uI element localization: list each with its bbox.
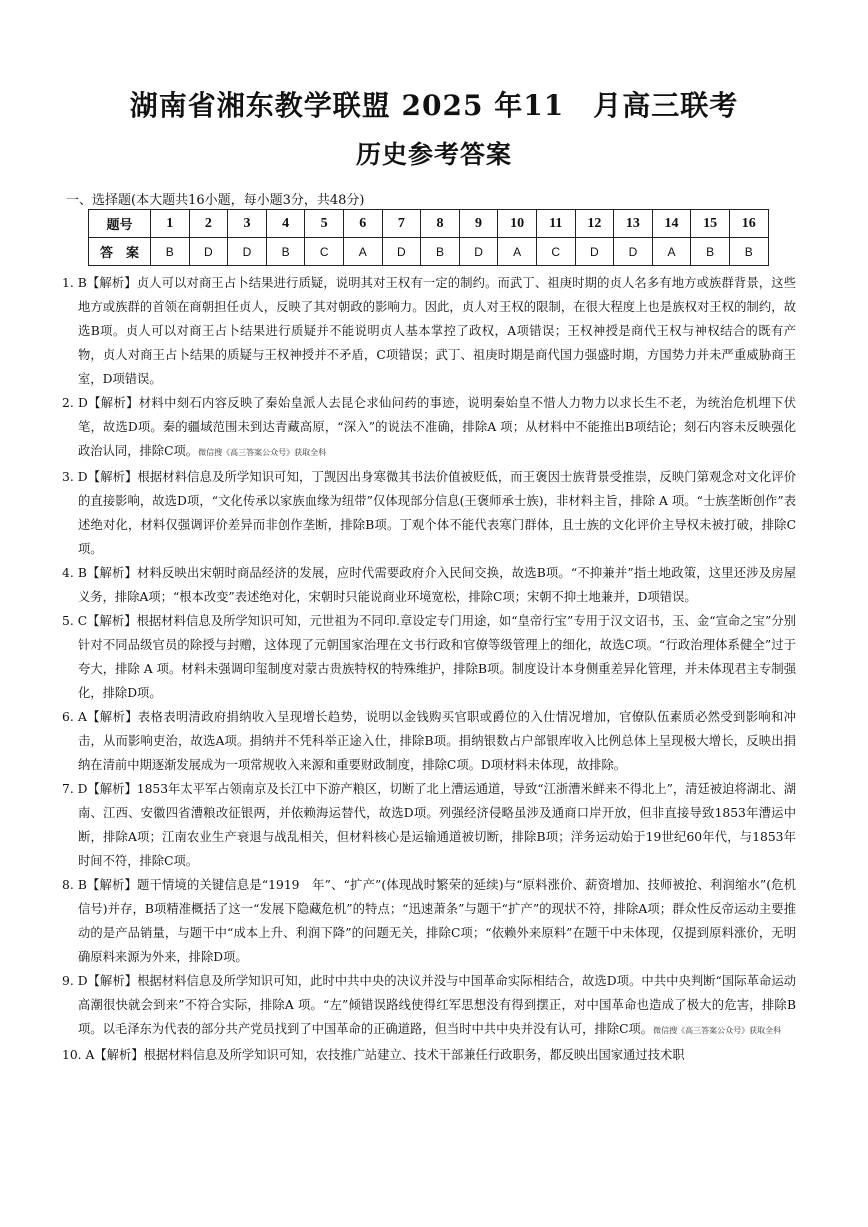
number-row-header: 题号 bbox=[89, 210, 151, 238]
explanation-text: 7. D【解析】1853年太平军占领南京及长江中下游产粮区，切断了北上漕运通道，导致“江浙漕米鲜来不得北上”，清廷被迫将湖北、湖南、江西、安徽四省漕粮改征银两，并依赖海运替代，故选D项。列强经济侵略虽涉及通商口岸开放，但非直接导致1853年漕运中断，排除A项；江南农业生产衰退与战乱相关，但材料核心是运输通道被切断，排除B项；洋务运动始于19世纪60年代，与1853年时间不符，排除C项。 bbox=[62, 782, 796, 868]
explanation-text: 3. D【解析】根据材料信息及所学知识可知，丁觊因出身寒微其书法价值被贬低，而王褒因士族背景受推崇，反映门第观念对文化评价的直接影响，故选D项，“文化传承以家族血缘为纽带”仅体现部分信息(王褒师承士族)，非材料主旨，排除 A 项。“士族垄断创作”表述绝对化，材料仅强调评价差异而非创作垄断，排除B项。丁观个体不能代表寒门群体，且士族的文化评价主导权未被打破，排除C项。 bbox=[62, 470, 796, 556]
explanation-item bbox=[62, 609, 796, 705]
explanation-text: 9. D【解析】根据材料信息及所学知识可知，此时中共中央的决议并没与中国革命实际相结合，故选D项。中共中央判断“国际革命运动高潮很快就会到来”不符合实际，排除A 项。“左”倾错误路线使得红军思想没有得到摆正，对中国革命也造成了极大的危害，排除B项。以毛泽东为代表的部分共产党员找到了中国革命的正确道路，但当时中共中央并没有认可，排除C项。 bbox=[62, 974, 796, 1036]
page-subtitle: 历史参考答案 bbox=[355, 140, 512, 169]
page-title: 湖南省湘东教学联盟 2025 年11 月高三联考 bbox=[129, 89, 739, 122]
explanation-text: 2. D【解析】材料中刻石内容反映了秦始皇派人去昆仑求仙问药的事迹，说明秦始皇不惜人力物力以求长生不老，为统治危机埋下伏笔，故选D项。秦的疆域范围未到达青藏高原，“深入”的说法不准确，排除A 项；从材料中不能推出B项结论；刻石内容未反映强化政治认同，排除C项。 bbox=[62, 396, 796, 458]
question-number-cell: 3 bbox=[228, 210, 267, 238]
answer-cell: D bbox=[614, 238, 653, 266]
explanation-text: 8. B【解析】题干情境的关键信息是“1919 年”、“扩产”(体现战时繁荣的延续)与“原料涨价、薪资增加、技师被抢、利润缩水”(危机信号)并存，B项精准概括了这一“发展下隐藏危机”的特点；“迅速萧条”与题干“扩产”的现状不符，排除A项；群众性反帝运动主要推动的是产品销量，与题干中“成本上升、利润下降”的问题无关，排除C项；“依赖外来原料”在题干中未体现，仅提到原料涨价，无明确原料来源为外来，排除D项。 bbox=[62, 878, 796, 964]
answer-cell: D bbox=[459, 238, 498, 266]
answer-cell: A bbox=[652, 238, 691, 266]
question-number-cell: 8 bbox=[421, 210, 460, 238]
answer-cell: B bbox=[151, 238, 190, 266]
answer-cell: D bbox=[382, 238, 421, 266]
answer-cell: D bbox=[228, 238, 267, 266]
explanation-item bbox=[62, 465, 796, 561]
section-heading: 一、选择题(本大题共16小题，每小题3分，共48分) bbox=[66, 193, 365, 208]
answer-cell: C bbox=[305, 238, 344, 266]
watermark-note: 微信搜《高三答案公众号》获取全科 bbox=[653, 1026, 782, 1035]
explanation-item bbox=[62, 1043, 796, 1067]
answer-cell: B bbox=[729, 238, 768, 266]
question-number-cell: 9 bbox=[459, 210, 498, 238]
question-number-cell: 10 bbox=[498, 210, 537, 238]
explanation-text: 5. C【解析】根据材料信息及所学知识可知，元世祖为不同印.章设定专门用途，如“皇帝行宝”专用于汉文诏书，玉、金“宣命之宝”分别针对不同品级官员的除授与封赠，这体现了元朝国家治理在文书行政和官僚等级管理上的细化，故选C项。“行政治理体系健全”过于夸大，排除 A 项。材料未强调印玺制度对蒙古贵族特权的特殊维护，排除B项。制度设计本身侧重差异化管理，并未体现君主专制强化，排除D项。 bbox=[62, 614, 796, 700]
explanation-item bbox=[62, 271, 796, 391]
question-number-cell: 1 bbox=[151, 210, 190, 238]
question-number-cell: 11 bbox=[536, 210, 575, 238]
question-number-cell: 2 bbox=[189, 210, 228, 238]
explanation-list bbox=[62, 271, 796, 1067]
explanation-item bbox=[62, 561, 796, 609]
answer-cell: D bbox=[189, 238, 228, 266]
answer-cell: B bbox=[691, 238, 730, 266]
explanation-item bbox=[62, 777, 796, 873]
answer-cell: D bbox=[575, 238, 614, 266]
answer-cell: B bbox=[266, 238, 305, 266]
answer-cell: A bbox=[498, 238, 537, 266]
question-number-cell: 15 bbox=[691, 210, 730, 238]
explanation-item bbox=[62, 705, 796, 777]
explanation-item bbox=[62, 873, 796, 969]
question-number-cell: 16 bbox=[729, 210, 768, 238]
explanation-text: 6. A【解析】表格表明清政府捐纳收入呈现增长趋势，说明以金钱购买官职或爵位的入仕情况增加，官僚队伍素质必然受到影响和冲击，从而影响吏治，故选A项。捐纳并不凭科举正途入仕，排除B项。捐纳银数占户部银库收入比例总体上呈现极大增长，反映出捐纳在清前中期逐渐发展成为一项常规收入来源和重要财政制度，排除C项。D项材料未体现，故排除。 bbox=[62, 710, 796, 772]
answer-cell: C bbox=[536, 238, 575, 266]
answer-row-header: 答 案 bbox=[89, 238, 151, 266]
explanation-text: 10. A【解析】根据材料信息及所学知识可知，农技推广站建立、技术干部兼任行政职务，都反映出国家通过技术职 bbox=[62, 1048, 685, 1062]
question-number-cell: 12 bbox=[575, 210, 614, 238]
answer-table-answer-row bbox=[89, 238, 769, 266]
question-number-cell: 13 bbox=[614, 210, 653, 238]
explanation-item bbox=[62, 391, 796, 465]
answer-table-number-row bbox=[89, 210, 769, 238]
answer-cell: B bbox=[421, 238, 460, 266]
question-number-cell: 4 bbox=[266, 210, 305, 238]
answer-cell: A bbox=[343, 238, 382, 266]
question-number-cell: 6 bbox=[343, 210, 382, 238]
explanation-item bbox=[62, 969, 796, 1043]
question-number-cell: 7 bbox=[382, 210, 421, 238]
watermark-note: 微信搜《高三答案公众号》获取全科 bbox=[198, 448, 327, 457]
explanation-text: 4. B【解析】材料反映出宋朝时商品经济的发展，应时代需要政府介入民间交换，故选B项。“不抑兼并”指土地政策，这里还涉及房屋义务，排除A项；“根本改变”表述绝对化，宋朝时只能说商业环境宽松，排除C项；宋朝不抑土地兼并，D项错误。 bbox=[62, 566, 796, 604]
explanation-text: 1. B【解析】贞人可以对商王占卜结果进行质疑，说明其对王权有一定的制约。而武丁、祖庚时期的贞人名多有地方或族群背景，这些地方或族群的首领在商朝担任贞人，反映了其对朝政的影响力。因此，贞人对王权的限制，在很大程度上也是族权对王权的制约，故选B项。贞人可以对商王占卜结果进行质疑并不能说明贞人基本掌控了政权，A项错误；王权神授是商代王权与神权结合的既有产物，贞人对商王占卜结果的质疑与王权神授并不矛盾，C项错误；武丁、祖庚时期是商代国力强盛时期，方国势力并未严重威胁商王室，D项错误。 bbox=[62, 276, 796, 386]
question-number-cell: 14 bbox=[652, 210, 691, 238]
question-number-cell: 5 bbox=[305, 210, 344, 238]
answer-table bbox=[88, 209, 769, 266]
